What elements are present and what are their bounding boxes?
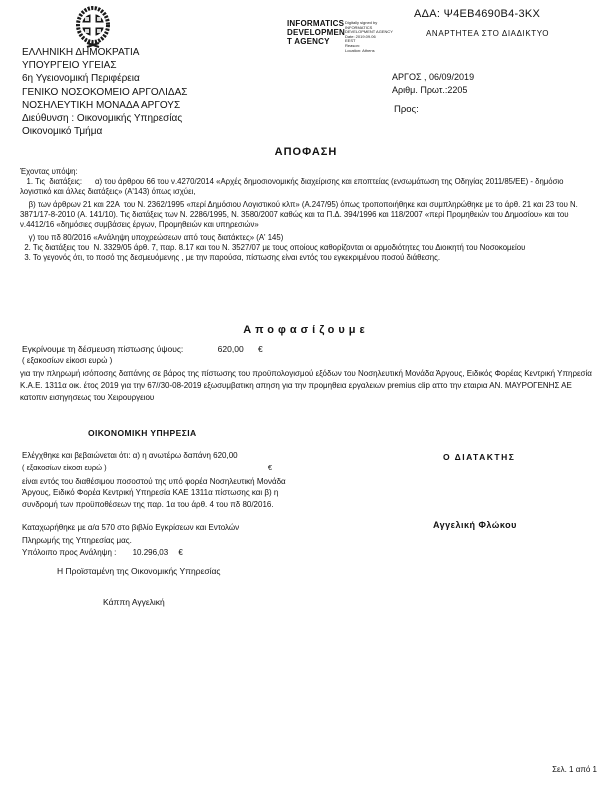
to-label: Προς: [394, 104, 419, 115]
ada-code: ΑΔΑ: Ψ4ΕΒ4690Β4-3ΚΧ [414, 8, 541, 20]
head-of-finance-name: Κάππη Αγγελική [103, 597, 165, 607]
agency-line: T AGENCY [287, 37, 330, 46]
signature-stamp-agency [287, 19, 345, 46]
greek-coat-of-arms-icon [74, 4, 112, 50]
internet-posting-notice: ΑΝΑΡΤΗΤΕΑ ΣΤΟ ΔΙΑΔΙΚΤΥΟ [426, 29, 550, 38]
euro-sign: € [178, 548, 183, 557]
registration-note: Καταχωρήθηκε με α/α 570 στο βιβλίο Εγκρίσεων και Εντολών Πληρωμής της Υπηρεσίας μας. [22, 523, 240, 545]
org-line: Οικονομικό Τμήμα [22, 126, 103, 138]
remaining-balance-line [22, 548, 183, 557]
balance-amount: 10.296,03 [132, 548, 169, 557]
approved-amount: 620,00 [217, 344, 244, 354]
org-line: 6η Υγειονομική Περιφέρεια [22, 73, 140, 85]
euro-sign: € [258, 344, 263, 354]
amount-in-words: ( εξακοσίων είκοσι ευρώ ) [22, 356, 113, 365]
org-line: Διεύθυνση : Οικονομικής Υπηρεσίας [22, 113, 183, 125]
finance-service-heading: ΟΙΚΟΝΟΜΙΚΗ ΥΠΗΡΕΣΙΑ [88, 428, 197, 438]
protocol-number: Αριθμ. Πρωτ.:2205 [392, 85, 468, 95]
org-line: ΥΠΟΥΡΓΕΙΟ ΥΓΕΙΑΣ [22, 60, 117, 72]
place-date: ΑΡΓΟΣ , 06/09/2019 [392, 72, 475, 82]
org-line: ΓΕΝΙΚΟ ΝΟΣΟΚΟΜΕΙΟ ΑΡΓΟΛΙΔΑΣ [22, 86, 188, 98]
approval-line [22, 344, 263, 354]
preamble-intro: Έχοντας υπόψη: [20, 167, 78, 176]
head-of-finance-title: Η Προϊσταμένη της Οικονομικής Υπηρεσίας [57, 566, 221, 576]
balance-label: Υπόλοιπο προς Ανάληψη : [22, 548, 117, 557]
page-number: Σελ. 1 από 1 [552, 765, 597, 774]
finance-amount-words-row [22, 463, 272, 472]
document-title: ΑΠΟΦΑΣΗ [274, 146, 338, 158]
issuing-authority-block [22, 46, 187, 138]
approval-label: Εγκρίνουμε τη δέσμευση πίστωσης ύψους: [22, 344, 184, 354]
preamble-item-1b: β) των άρθρων 21 και 22Α του Ν. 2362/1995 «περί Δημόσιου Λογιστικού κλπ» (Α.247/95) όπως τροποποιήθηκε και συμπληρώθηκε με το άρθ. 21 και 23 του Ν. 3871/17-8-2010 (Α. 141/10). Τις διατάξεις των Ν. 2286/1995, Ν. 3580/2007 καθώς και τα Π.Δ. 394/1996 και 118/2007 «περί Προμηθειών του Δημοσίου» και του ν.4412/16 «δημόσιες συμβάσεις έργων, Προμηθειών και υπηρεσιών» [20, 200, 580, 229]
org-line: ΝΟΣΗΛΕΥΤΙΚΗ ΜΟΝΑΔΑ ΑΡΓΟΥΣ [22, 99, 181, 111]
expense-purpose: για την πληρωμή ισόποσης δαπάνης σε βάρος της πίστωσης του προϋπολογισμού εξόδων του Νοσηλευτική Μονάδα Άργους, Ειδικός Φορέας Κεντρική Υπηρεσία Κ.Α.Ε. 1311α οικ. έτος 2019 για την 67//30-08-2019 εξωσυμβατικη απηση για την προμηθεια εργαλειων premius clip αττο την εταιρια ΑΝ. ΜΑΥΡΟΓΕΝΗΣ ΑΕ κατοπιν εισηγησεως του Χειρουργειου [20, 369, 592, 402]
agency-line: INFORMATICS [287, 19, 345, 28]
preamble-item-1c: γ) του πδ 80/2016 «Ανάληψη υποχρεώσεων από τους διατάκτες» (Α' 145) [20, 233, 284, 242]
preamble-section [20, 167, 597, 263]
agency-line: DEVELOPMEN [287, 28, 346, 37]
signature-stamp-details: Digitally signed by INFORMATICS DEVELOPMENT AGENCY Date: 2019.09.06 EEST Reason: Location: Athens [345, 20, 393, 53]
org-line: ΕΛΛΗΝΙΚΗ ΔΗΜΟΚΡΑΤΙΑ [22, 47, 140, 58]
preamble-item-1a: 1. Τις διατάξεις: α) του άρθρου 66 του ν.4270/2014 «Αρχές δημοσιονομικής διαχείρισης και εποπτείας (ενσωμάτωση της Οδηγίας 2011/85/ΕΕ) - δημόσιο λογιστικό και άλλες διατάξεις» (Α'143) όπως ισχύει, [20, 177, 566, 196]
finance-amount-words: ( εξακοσίων είκοσι ευρώ ) [22, 463, 107, 472]
decision-heading: Αποφασίζουμε [243, 324, 369, 336]
preamble-item-3: 3. Το γεγονός ότι, το ποσό της δεσμευόμενης , με την παρούσα, πίστωσης είναι εντός του εγκεκριμένου ποσού διάθεσης. [20, 253, 440, 262]
euro-sign: € [267, 463, 272, 472]
preamble-item-2: 2. Τις διατάξεις του Ν. 3329/05 άρθ. 7, παρ. 8.17 και του Ν. 3527/07 με τους οποίους καθορίζονται οι αρμοδιότητες του Διοικητή του Νοσοκομείου [20, 243, 526, 252]
authorizer-name: Αγγελική Φλώκου [433, 520, 517, 530]
authorizer-title: Ο ΔΙΑΤΑΚΤΗΣ [443, 452, 516, 462]
place-date-protocol [392, 71, 474, 97]
finance-check-body: είναι εντός του διαθέσιμου ποσοστού της υπό φορέα Νοσηλευτική Μονάδα Άργους, Ειδικό Φορέα Κεντρική Υπηρεσία ΚΑΕ 1311α πίστωσης και β) η συνδρομή των προϋποθέσεων της παρ. 1α του άρθ. 4 του πδ 80/2016. [22, 477, 286, 509]
finance-check-line: Ελέγχθηκε και βεβαιώνεται ότι: α) η ανωτέρω δαπάνη 620,00 [22, 451, 238, 460]
